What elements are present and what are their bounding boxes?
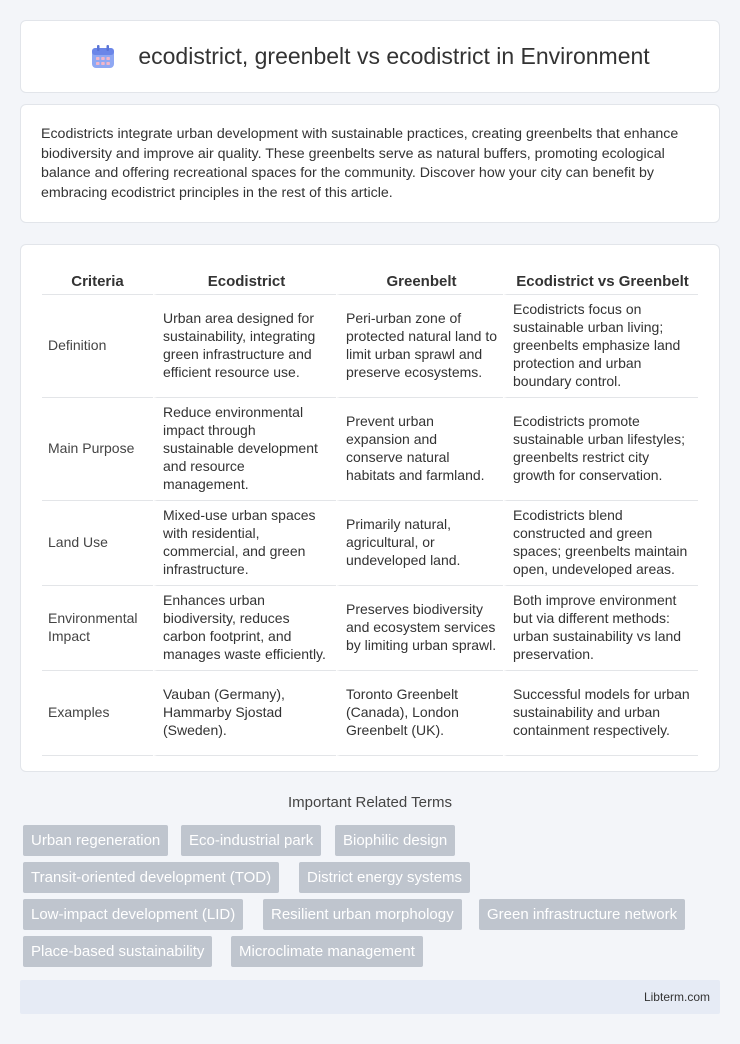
header-card (20, 20, 720, 93)
table-cell: Enhances urban biodiversity, reduces carbon footprint, and manages waste efficiently. (153, 586, 336, 671)
related-term-tag[interactable]: Biophilic design (335, 825, 455, 856)
related-term-tag[interactable]: Transit-oriented development (TOD) (23, 862, 279, 893)
calendar-icon (90, 44, 116, 70)
intro-text: Ecodistricts integrate urban development with sustainable practices, creating greenbelts that enhance biodiversity and improve air quality. These greenbelts serve as natural buffers, promoting ecological balance and offering recreational spaces for the community. Discover how your city can benefit by embracing ecodistrict principles in the rest of this article. (41, 126, 679, 201)
row-criteria: Environmental Impact (42, 586, 153, 671)
column-header-criteria: Criteria (42, 265, 153, 295)
table-cell: Ecodistricts focus on sustainable urban living; greenbelts emphasize land protection and urban boundary control. (503, 295, 698, 398)
table-row (42, 501, 698, 586)
row-criteria: Main Purpose (42, 398, 153, 501)
table-cell: Primarily natural, agricultural, or undeveloped land. (336, 501, 503, 586)
row-criteria: Examples (42, 671, 153, 756)
related-term-tag[interactable]: Microclimate management (231, 936, 423, 967)
column-header-ecodistrict: Ecodistrict (153, 265, 336, 295)
comparison-table-card (20, 244, 720, 772)
table-cell: Prevent urban expansion and conserve natural habitats and farmland. (336, 398, 503, 501)
table-row (42, 398, 698, 501)
row-criteria: Definition (42, 295, 153, 398)
table-cell: Both improve environment but via different methods: urban sustainability vs land preservation. (503, 586, 698, 671)
table-cell: Peri-urban zone of protected natural land to limit urban sprawl and preserve ecosystems. (336, 295, 503, 398)
table-cell: Ecodistricts blend constructed and green spaces; greenbelts maintain open, undeveloped areas. (503, 501, 698, 586)
table-cell: Vauban (Germany), Hammarby Sjostad (Sweden). (153, 671, 336, 756)
row-criteria: Land Use (42, 501, 153, 586)
related-term-tag[interactable]: Green infrastructure network (479, 899, 685, 930)
footer-brand[interactable]: Libterm.com (643, 990, 710, 1004)
related-term-tag[interactable]: Urban regeneration (23, 825, 168, 856)
comparison-table (42, 265, 698, 756)
related-term-tag[interactable]: Place-based sustainability (23, 936, 212, 967)
related-term-tag[interactable]: Resilient urban morphology (263, 899, 462, 930)
page-title: ecodistrict, greenbelt vs ecodistrict in Environment (138, 43, 650, 69)
related-term-tag[interactable]: Eco-industrial park (181, 825, 321, 856)
table-cell: Mixed-use urban spaces with residential, commercial, and green infrastructure. (153, 501, 336, 586)
table-row (42, 295, 698, 398)
footer (20, 980, 720, 1014)
intro-card (20, 104, 720, 223)
table-row (42, 671, 698, 756)
table-cell: Toronto Greenbelt (Canada), London Greenbelt (UK). (336, 671, 503, 756)
table-row (42, 586, 698, 671)
related-term-tag[interactable]: Low-impact development (LID) (23, 899, 243, 930)
related-term-tag[interactable]: District energy systems (299, 862, 470, 893)
table-cell: Successful models for urban sustainability and urban containment respectively. (503, 671, 698, 756)
column-header-comparison: Ecodistrict vs Greenbelt (503, 265, 698, 295)
column-header-greenbelt: Greenbelt (336, 265, 503, 295)
table-cell: Urban area designed for sustainability, integrating green infrastructure and efficient resource use. (153, 295, 336, 398)
table-cell: Preserves biodiversity and ecosystem services by limiting urban sprawl. (336, 586, 503, 671)
related-terms-title: Important Related Terms (288, 794, 452, 811)
table-cell: Reduce environmental impact through sustainable development and resource management. (153, 398, 336, 501)
table-cell: Ecodistricts promote sustainable urban lifestyles; greenbelts restrict city growth for conservation. (503, 398, 698, 501)
table-header-row (42, 265, 698, 295)
